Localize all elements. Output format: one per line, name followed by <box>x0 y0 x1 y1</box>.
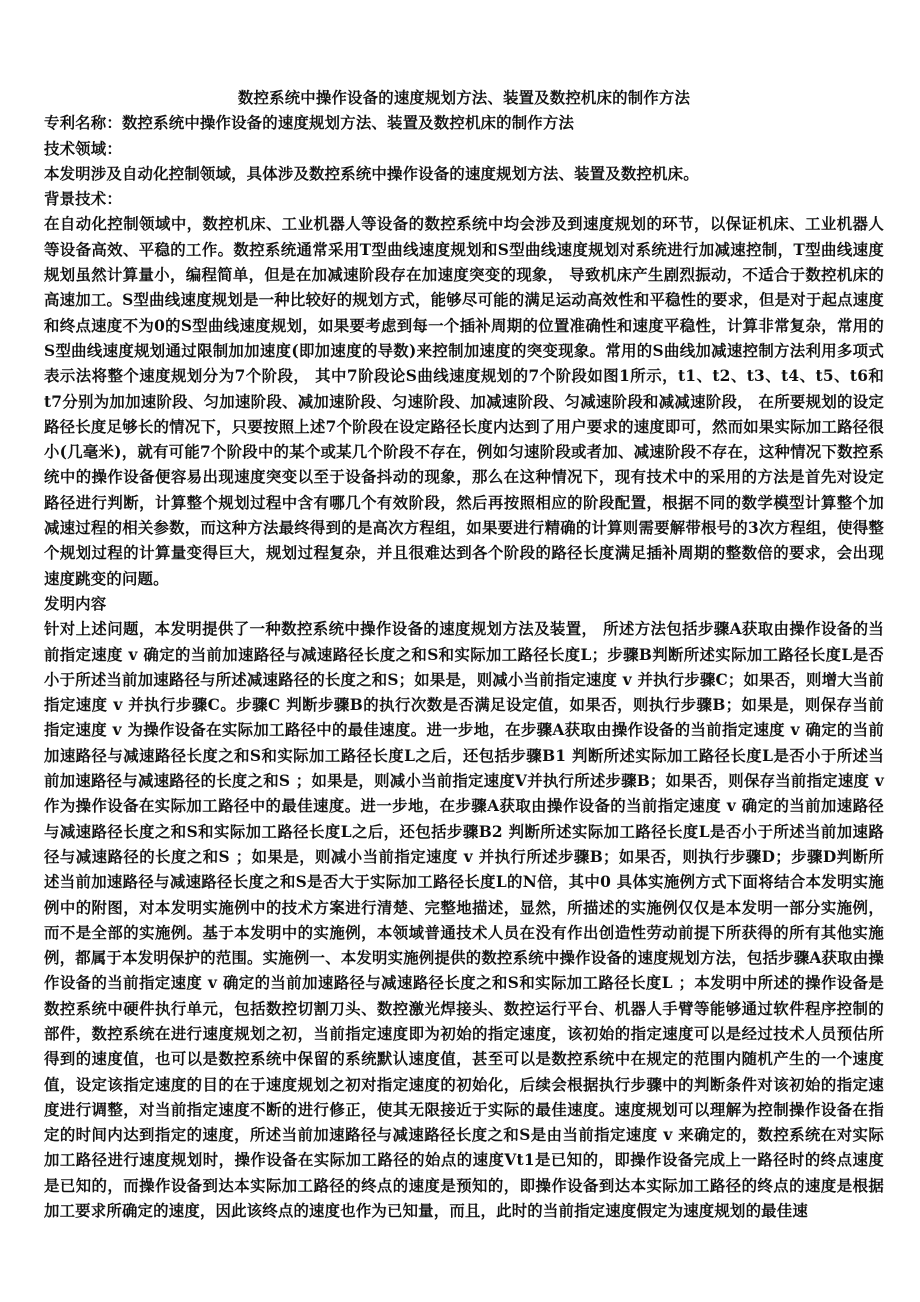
section-heading-background: 背景技术： <box>44 190 122 209</box>
section-heading-invention: 发明内容 <box>44 594 107 613</box>
section-heading-field: 技术领域： <box>44 139 122 158</box>
document-page <box>44 86 884 1224</box>
invention-paragraph: 针对上述问题，本发明提供了一种数控系统中操作设备的速度规划方法及装置， 所述方法包括步骤A获取由操作设备的当前指定速度 v 确定的当前加速路径与减速路径长度之和S和实际加工路径长度L；步骤B判断所述实际加工路径长度L是否小于所述当前加速路径与所述减速路径的长度之和S；如果是，则减小当前指定速度 v 并执行步骤C；如果否，则增大当前指定速度 v 并执行步骤C。步骤C 判断步骤B的执行次数是否满足设定值，如果否，则执行步骤B；如果是，则保存当前指定速度 v 为操作设备在实际加工路径中的最佳速度。进一步地，在步骤A获取由操作设备的当前指定速度 v 确定的当前加速路径与减速路径长度之和S和实际加工路径长度L之后，还包括步骤B1 判断所述实际加工路径长度L是否小于所述当前加速路径与减速路径的长度之和S ；如果是，则减小当前指定速度V并执行所述步骤B；如果否，则保存当前指定速度 v 作为操作设备在实际加工路径中的最佳速度。进一步地，在步骤A获取由操作设备的当前指定速度 v 确定的当前加速路径与减速路径长度之和S和实际加工路径长度L之后，还包括步骤B2 判断所述实际加工路径长度L是否小于所述当前加速路径与减速路径的长度之和S ；如果是，则减小当前指定速度 v 并执行所述步骤B；如果否，则执行步骤D；步骤D判断所述当前加速路径与减速路径长度之和S是否大于实际加工路径长度L的N倍，其中0 具体实施例方式下面将结合本发明实施例中的附图，对本发明实施例中的技术方案进行清楚、完整地描述，显然，所描述的实施例仅仅是本发明一部分实施例，而不是全部的实施例。基于本发明中的实施例，本领域普通技术人员在没有作出创造性劳动前提下所获得的所有其他实施例，都属于本发明保护的范围。实施例一、本发明实施例提供的数控系统中操作设备的速度规划方法，包括步骤A获取由操作设备的当前指定速度 v 确定的当前加速路径与减速路径长度之和S和实际加工路径长度L ；本发明中所述的操作设备是数控系统中硬件执行单元，包括数控切割刀头、数控激光焊接头、数控运行平台、机器人手臂等能够通过软件程序控制的部件，数控系统在进行速度规划之初，当前指定速度即为初始的指定速度，该初始的指定速度可以是经过技术人员预估所得到的速度值，也可以是数控系统中保留的系统默认速度值，甚至可以是数控系统中在规定的范围内随机产生的一个速度值，设定该指定速度的目的在于速度规划之初对指定速度的初始化，后续会根据执行步骤中的判断条件对该初始的指定速度进行调整，对当前指定速度不断的进行修正，使其无限接近于实际的最佳速度。速度规划可以理解为控制操作设备在指定的时间内达到指定的速度，所述当前加速路径与减速路径长度之和S是由当前指定速度 v 来确定的，数控系统在对实际加工路径进行速度规划时，操作设备在实际加工路径的始点的速度Vt1是已知的，即操作设备完成上一路径时的终点速度是已知的，而操作设备到达本实际加工路径的终点的速度是预知的，即操作设备到达本实际加工路径的终点的速度是根据加工要求所确定的速度，因此该终点的速度也作为已知量，而且，此时的当前指定速度假定为速度规划的最佳速 <box>44 620 884 1221</box>
background-paragraph: 在自动化控制领域中，数控机床、工业机器人等设备的数控系统中均会涉及到速度规划的环节，以保证机床、工业机器人等设备高效、平稳的工作。数控系统通常采用T型曲线速度规划和S型曲线速度规划对系统进行加减速控制，T型曲线速度规划虽然计算量小，编程简单，但是在加减速阶段存在加速度突变的现象， 导致机床产生剧烈振动，不适合于数控机床的高速加工。S型曲线速度规划是一种比较好的规划方式，能够尽可能的满足运动高效性和平稳性的要求，但是对于起点速度和终点速度不为0的S型曲线速度规划，如果要考虑到每一个插补周期的位置准确性和速度平稳性，计算非常复杂，常用的S型曲线速度规划通过限制加加速度(即加速度的导数)来控制加速度的突变现象。常用的S曲线加减速控制方法利用多项式表示法将整个速度规划分为7个阶段， 其中7阶段论S曲线速度规划的7个阶段如图1所示，t1、t2、t3、t4、t5、t6和t7分别为加加速阶段、匀加速阶段、减加速阶段、匀速阶段、加减速阶段、匀减速阶段和减减速阶段， 在所要规划的设定路径长度足够长的情况下，只要按照上述7个阶段在设定路径长度内达到了用户要求的速度即可，然而如果实际加工路径很小(几毫米)，就有可能7个阶段中的某个或某几个阶段不存在，例如匀速阶段或者加、减速阶段不存在，这种情况下数控系统中的操作设备便容易出现速度突变以至于设备抖动的现象，那么在这种情况下，现有技术中的采用的方法是首先对设定路径进行判断，计算整个规划过程中含有哪几个有效阶段，然后再按照相应的阶段配置，根据不同的数学模型计算整个加减速过程的相关参数，而这种方法最终得到的是高次方程组，如果要进行精确的计算则需要解带根号的3次方程组，使得整个规划过程的计算量变得巨大，规划过程复杂，并且很难达到各个阶段的路径长度满足插补周期的整数倍的要求，会出现速度跳变的问题。 <box>44 215 884 588</box>
patent-name: 专利名称：数控系统中操作设备的速度规划方法、装置及数控机床的制作方法 <box>44 114 575 133</box>
document-title: 数控系统中操作设备的速度规划方法、装置及数控机床的制作方法 <box>237 89 691 107</box>
field-paragraph: 本发明涉及自动化控制领域，具体涉及数控系统中操作设备的速度规划方法、装置及数控机床。 <box>44 164 699 183</box>
